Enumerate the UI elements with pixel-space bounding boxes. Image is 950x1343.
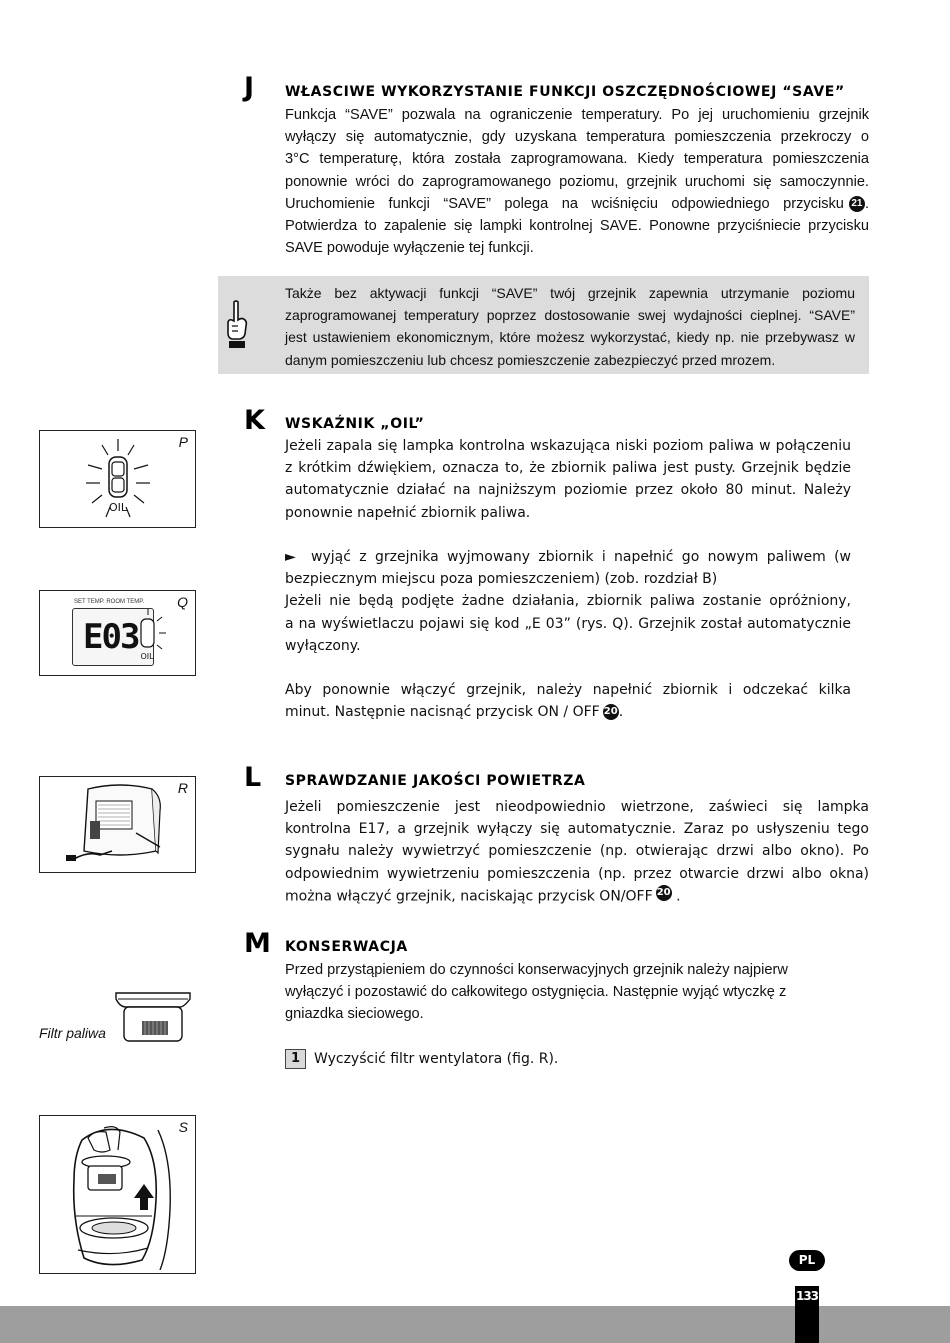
text-line: zaprogramowanej temperatury poprzez dostosowanie swej wydajności cieplnej. “SAVE” [285, 307, 855, 324]
figure-p [39, 430, 196, 528]
text-line: Przed przystąpieniem do czynności konserwacyjnych grzejnik należy najpierw [285, 962, 788, 978]
text-line: Jeżeli nie będą podjęte żadne działania, zbiornik paliwa zostanie opróżniony, [285, 593, 851, 610]
filter-replacement-illustration [48, 1120, 188, 1270]
section-j-text [285, 104, 869, 259]
section-l-text [285, 796, 869, 908]
text-line: Także bez aktywacji funkcji “SAVE” twój grzejnik zapewnia utrzymanie poziomu [285, 285, 855, 301]
figure-s [39, 1115, 196, 1274]
text-line: gniazdka sieciowego. [285, 1006, 424, 1023]
text-line: Uruchomienie funkcji “SAVE” polega na wciśnięciu odpowiedniego przycisku [285, 195, 844, 212]
oil-lamp-label: OIL [140, 652, 154, 661]
text-line: ponownie wróci do zaprogramowanego poziomu, grzejnik uruchomi się samoczynnie. [285, 173, 869, 190]
text-line: wyłączyć i pozostawić do całkowitego ostygnięcia. Następnie wyjąć wtyczkę z [285, 984, 787, 1001]
text-line: Funkcja “SAVE” pozwala na ograniczenie temperatury. Po jej uruchomieniu grzejnik [285, 107, 869, 123]
oil-lamp-icon [132, 607, 172, 665]
maintenance-step [285, 1048, 869, 1070]
text-line: Jeżeli zapala się lampka kontrolna wskazująca niski poziom paliwa w połączeniu [285, 438, 851, 454]
text-line: jest ustawieniem ekonomicznym, które możesz wykorzystać, kiedy np. nie przebywasz w [285, 329, 855, 346]
text-line: z krótkim dźwiękiem, oznacza to, że zbiornik paliwa jest pusty. Grzejnik będzie [285, 460, 851, 477]
button-ref-21-icon: 21 . [846, 193, 869, 215]
heater-back-illustration [60, 781, 180, 869]
fuel-filter-caption: Filtr paliwa [39, 1025, 106, 1041]
section-letter-l: L [244, 762, 262, 793]
section-m-text [285, 959, 869, 1026]
oil-lamp-icon [80, 435, 190, 523]
text-line: automatycznie działać na najniższym poziomie przez około 80 minut. Należy [285, 482, 851, 499]
page-number-tab [795, 1286, 819, 1343]
step-text: Wyczyścić filtr wentylatora (fig. R). [314, 1051, 559, 1067]
note-callout [218, 276, 869, 374]
text-line: sygnału należy wywietrzyć pomieszczenie (np. otwierając drzwi albo okno). Po [285, 843, 869, 860]
bullet-arrow-icon: ► [285, 549, 296, 566]
text-line: ponownie napełnić zbiornik paliwa. [285, 504, 531, 521]
text-line: wyjąć z grzejnika wyjmowany zbiornik i napełnić go nowym paliwem (w [311, 549, 851, 566]
fuel-filter-illustration [114, 989, 192, 1047]
section-title-j: WŁASCIWE WYKORZYSTANIE FUNKCJI OSZCZĘDNOŚCIOWEJ “SAVE” [285, 84, 845, 100]
text-line: 3°C temperaturę, która została zaprogramowana. Kiedy temperatura pomieszczenia [285, 151, 869, 168]
language-badge: PL [789, 1250, 825, 1271]
text-line: Aby ponownie włączyć grzejnik, należy napełnić zbiornik i odczekać kilka [285, 682, 851, 699]
display-header: SET TEMP. ROOM TEMP. [74, 599, 145, 605]
text-line: a na wyświetlaczu pojawi się kod „E 03” (rys. Q). Grzejnik został automatycznie [285, 615, 851, 632]
section-letter-j: J [244, 72, 255, 103]
figure-label: S [178, 1119, 188, 1135]
text-line: SAVE powoduje wyłączenie tej funkcji. [285, 240, 534, 257]
text-line: wyłączony. [285, 637, 361, 654]
figure-label: P [178, 434, 188, 450]
note-text [285, 282, 855, 371]
section-title-l: SPRAWDZANIE JAKOŚCI POWIETRZA [285, 773, 586, 789]
pointing-hand-icon [224, 300, 250, 350]
text-line: odpowiednim wywietrzeniu pomieszczenia (np. przez otwarcie drzwi albo okna) [285, 865, 869, 882]
section-title-k: WSKAŹNIK „OIL” [285, 416, 425, 432]
button-ref-20-icon: 20 [656, 885, 672, 901]
text-line-with-ref: można włączyć grzejnik, naciskając przycisk ON/OFF 20 . [285, 886, 681, 905]
section-k-text [285, 435, 851, 724]
page-number: 133 [795, 1289, 819, 1303]
text-line: Potwierdza to zapalenie się lampki kontrolnej SAVE. Ponowne przyciśniecie przycisku [285, 218, 869, 235]
text-line: Jeżeli pomieszczenie jest nieodpowiednio wietrzone, zaświeci się lampka [285, 799, 869, 815]
figure-q [39, 590, 196, 676]
oil-lamp-label: OIL [108, 501, 128, 514]
bullet-line [285, 546, 851, 568]
text-line: bezpiecznym miejscu poza pomieszczeniem) (zob. rozdział B) [285, 571, 718, 588]
section-title-m: KONSERWACJA [285, 939, 408, 955]
text-line-with-ref [285, 193, 869, 215]
text-line: danym pomieszczeniu lub chcesz pomieszczenie zabezpieczyć przed mrozem. [285, 351, 776, 368]
figure-r [39, 776, 196, 873]
text-line: kontrolna E17, a grzejnik wyłączy się automatycznie. Zaraz po usłyszeniu tego [285, 821, 869, 838]
section-letter-k: K [244, 405, 265, 436]
figure-label: R [177, 780, 188, 796]
figure-label: Q [177, 594, 188, 610]
display-code: E03 [83, 617, 139, 657]
section-letter-m: M [244, 928, 271, 959]
text-line: wyłączy się automatycznie, gdy uzyskana temperatura pomieszczenia przekroczy o [285, 129, 869, 146]
step-number: 1 [285, 1049, 306, 1069]
text-line-with-ref: minut. Następnie nacisnąć przycisk ON / OFF 20. [285, 704, 624, 721]
button-ref-20-icon: 20 [603, 704, 619, 720]
